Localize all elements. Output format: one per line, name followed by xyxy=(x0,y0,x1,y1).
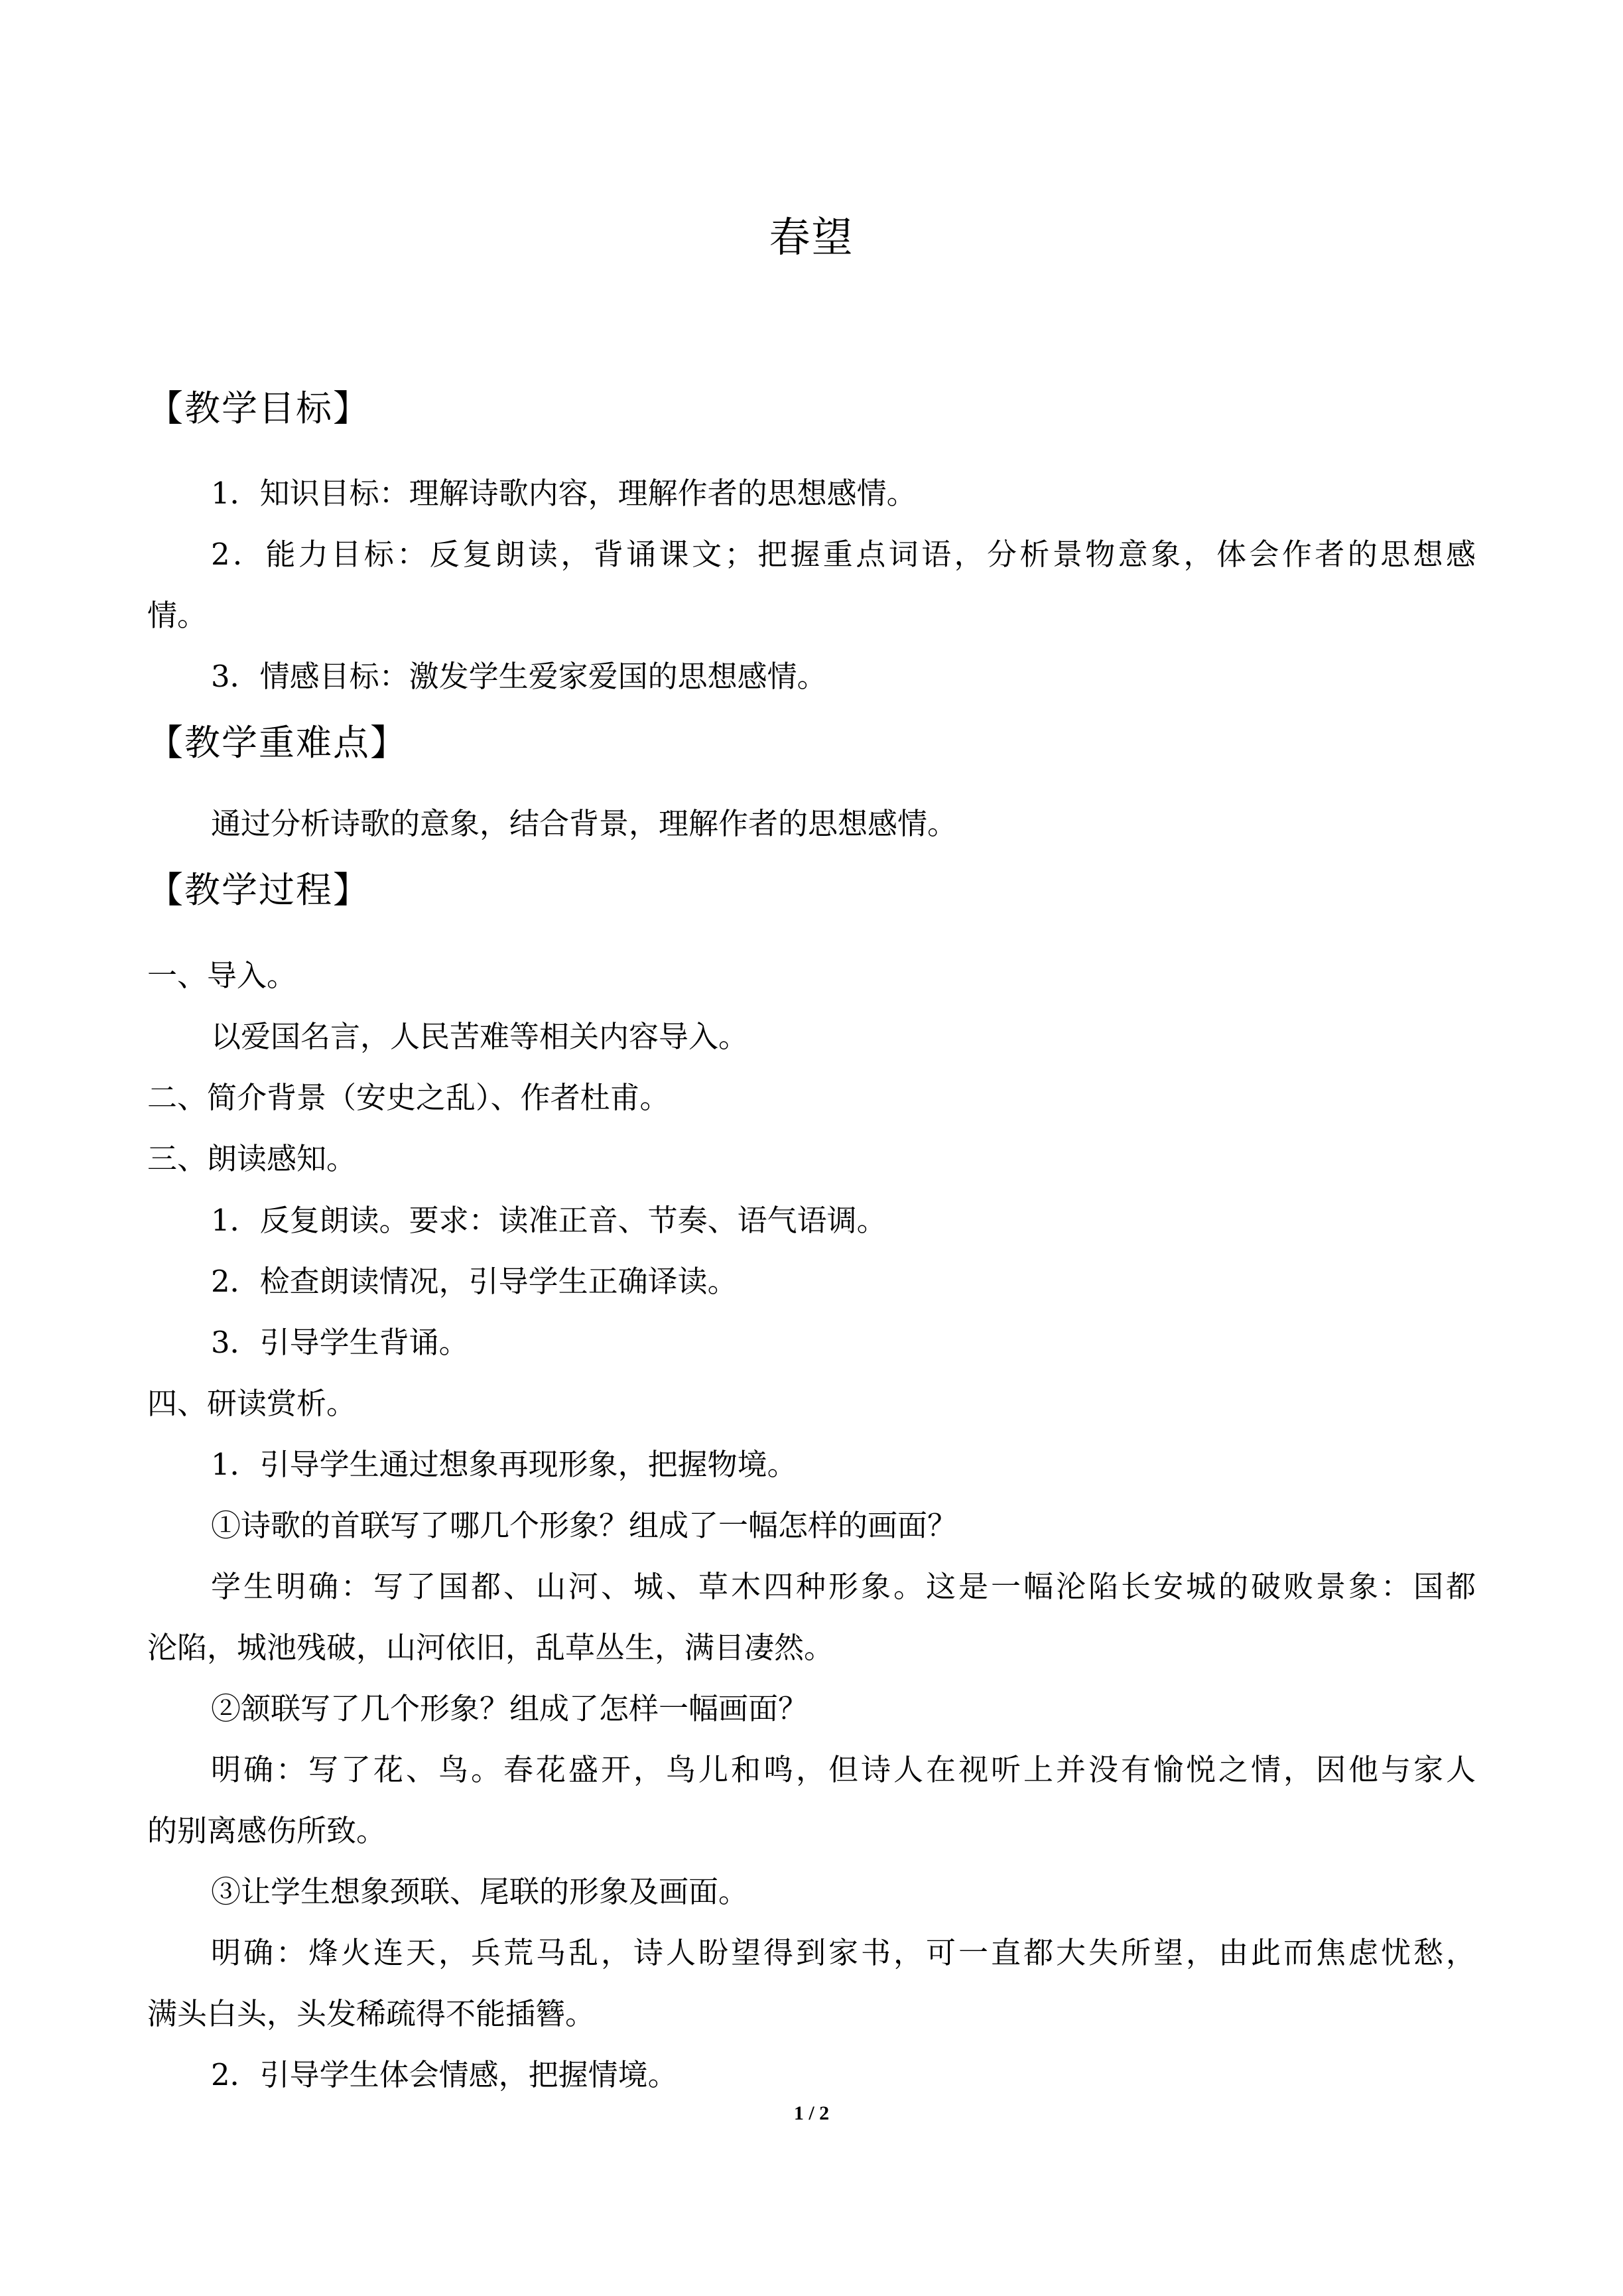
analysis-item-2: 2．引导学生体会情感，把握情境。 xyxy=(211,2057,678,2092)
reading-item-2: 2．检查朗读情况，引导学生正确译读。 xyxy=(211,1264,738,1299)
answer-2-line2: 的别离感伤所致。 xyxy=(147,1813,387,1848)
objective-knowledge: 1．知识目标：理解诗歌内容，理解作者的思想感情。 xyxy=(211,476,917,511)
analysis-item-1: 1．引导学生通过想象再现形象，把握物境。 xyxy=(211,1447,797,1482)
reading-item-3: 3．引导学生背诵。 xyxy=(211,1325,469,1360)
reading-item-1: 1．反复朗读。要求：读准正音、节奏、语气语调。 xyxy=(211,1203,887,1238)
answer-2-line1: 明确：写了花、鸟。春花盛开，鸟儿和鸣，但诗人在视听上并没有愉悦之情，因他与家人 xyxy=(211,1752,1476,1787)
process-step-reading: 三、朗读感知。 xyxy=(147,1141,357,1176)
page-number: 1 / 2 xyxy=(793,2102,830,2124)
question-2: ②颔联写了几个形象？组成了怎样一幅画面？ xyxy=(211,1691,809,1726)
answer-3-line1: 明确：烽火连天，兵荒马乱，诗人盼望得到家书，可一直都大失所望，由此而焦虑忧愁， xyxy=(211,1935,1476,1970)
document-title: 春望 xyxy=(769,213,854,261)
objective-ability-line1: 2．能力目标：反复朗读，背诵课文；把握重点词语，分析景物意象，体会作者的思想感 xyxy=(211,537,1476,572)
process-step-background: 二、简介背景（安史之乱）、作者杜甫。 xyxy=(147,1080,670,1115)
key-points-heading: 【教学重难点】 xyxy=(147,722,407,764)
process-step-intro-text: 以爱国名言，人民苦难等相关内容导入。 xyxy=(211,1019,749,1054)
process-heading: 【教学过程】 xyxy=(147,869,370,911)
key-points-text: 通过分析诗歌的意象，结合背景，理解作者的思想感情。 xyxy=(211,806,958,841)
answer-1-line2: 沦陷，城池残破，山河依旧，乱草丛生，满目凄然。 xyxy=(147,1630,834,1665)
question-3: ③让学生想象颈联、尾联的形象及画面。 xyxy=(211,1874,749,1909)
question-1: ①诗歌的首联写了哪几个形象？组成了一幅怎样的画面？ xyxy=(211,1508,958,1543)
objective-emotion: 3．情感目标：激发学生爱家爱国的思想感情。 xyxy=(211,659,827,694)
objectives-heading: 【教学目标】 xyxy=(147,387,370,429)
process-step-analysis: 四、研读赏析。 xyxy=(147,1386,357,1421)
objective-ability-line2: 情。 xyxy=(147,598,208,633)
answer-3-line2: 满头白头，头发稀疏得不能插簪。 xyxy=(147,1996,596,2031)
process-step-intro: 一、导入。 xyxy=(147,958,297,993)
answer-1-line1: 学生明确：写了国都、山河、城、草木四种形象。这是一幅沦陷长安城的破败景象：国都 xyxy=(211,1569,1476,1604)
